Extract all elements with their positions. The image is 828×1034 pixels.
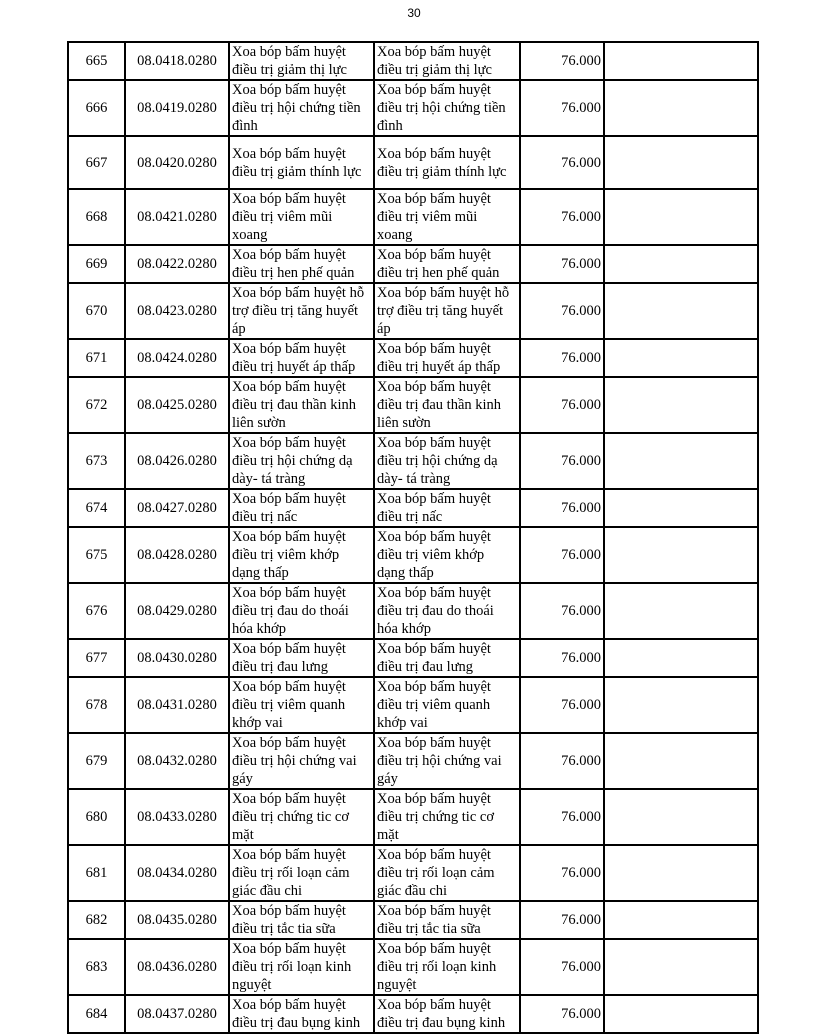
service-name: Xoa bóp bấm huyệt điều trị rối loạn kinh nguyệt	[229, 939, 374, 995]
service-code: 08.0432.0280	[125, 733, 229, 789]
service-note	[604, 995, 758, 1033]
service-price: 76.000	[520, 901, 604, 939]
service-note	[604, 245, 758, 283]
row-number: 680	[68, 789, 125, 845]
row-number: 669	[68, 245, 125, 283]
service-name-approved: Xoa bóp bấm huyệt điều trị rối loạn kinh nguyệt	[374, 939, 520, 995]
service-code: 08.0418.0280	[125, 42, 229, 80]
service-name: Xoa bóp bấm huyệt điều trị viêm khớp dạng thấp	[229, 527, 374, 583]
table-row	[68, 639, 758, 677]
table-row	[68, 583, 758, 639]
service-name: Xoa bóp bấm huyệt điều trị đau thần kinh liên sườn	[229, 377, 374, 433]
service-code: 08.0424.0280	[125, 339, 229, 377]
row-number: 670	[68, 283, 125, 339]
row-number: 684	[68, 995, 125, 1033]
row-number: 683	[68, 939, 125, 995]
service-code: 08.0437.0280	[125, 995, 229, 1033]
service-name-approved: Xoa bóp bấm huyệt điều trị huyết áp thấp	[374, 339, 520, 377]
service-name-approved: Xoa bóp bấm huyệt điều trị giảm thị lực	[374, 42, 520, 80]
service-price: 76.000	[520, 377, 604, 433]
table-row	[68, 245, 758, 283]
table-row	[68, 995, 758, 1033]
service-note	[604, 583, 758, 639]
service-code: 08.0421.0280	[125, 189, 229, 245]
service-name: Xoa bóp bấm huyệt điều trị hen phế quản	[229, 245, 374, 283]
service-name: Xoa bóp bấm huyệt điều trị hội chứng tiền đình	[229, 80, 374, 136]
service-name-approved: Xoa bóp bấm huyệt điều trị hội chứng tiền đình	[374, 80, 520, 136]
service-note	[604, 489, 758, 527]
service-note	[604, 339, 758, 377]
service-note	[604, 845, 758, 901]
row-number: 674	[68, 489, 125, 527]
table-row	[68, 939, 758, 995]
row-number: 678	[68, 677, 125, 733]
service-code: 08.0420.0280	[125, 136, 229, 189]
service-note	[604, 189, 758, 245]
service-name-approved: Xoa bóp bấm huyệt điều trị đau bụng kinh	[374, 995, 520, 1033]
service-price: 76.000	[520, 42, 604, 80]
service-code: 08.0426.0280	[125, 433, 229, 489]
table-row	[68, 136, 758, 189]
service-note	[604, 939, 758, 995]
service-name-approved: Xoa bóp bấm huyệt điều trị hen phế quản	[374, 245, 520, 283]
service-price: 76.000	[520, 845, 604, 901]
service-code: 08.0431.0280	[125, 677, 229, 733]
row-number: 666	[68, 80, 125, 136]
service-name: Xoa bóp bấm huyệt điều trị đau do thoái hóa khớp	[229, 583, 374, 639]
service-price: 76.000	[520, 733, 604, 789]
service-name-approved: Xoa bóp bấm huyệt điều trị viêm quanh khớp vai	[374, 677, 520, 733]
service-price: 76.000	[520, 283, 604, 339]
service-code: 08.0428.0280	[125, 527, 229, 583]
service-name-approved: Xoa bóp bấm huyệt điều trị viêm khớp dạng thấp	[374, 527, 520, 583]
service-name: Xoa bóp bấm huyệt điều trị đau bụng kinh	[229, 995, 374, 1033]
service-name: Xoa bóp bấm huyệt điều trị đau lưng	[229, 639, 374, 677]
service-note	[604, 283, 758, 339]
row-number: 668	[68, 189, 125, 245]
service-note	[604, 677, 758, 733]
service-price: 76.000	[520, 489, 604, 527]
service-price: 76.000	[520, 583, 604, 639]
service-price: 76.000	[520, 677, 604, 733]
table-row	[68, 845, 758, 901]
service-name: Xoa bóp bấm huyệt điều trị chứng tic cơ mặt	[229, 789, 374, 845]
table-row	[68, 677, 758, 733]
row-number: 667	[68, 136, 125, 189]
service-note	[604, 80, 758, 136]
table-row	[68, 433, 758, 489]
table-row	[68, 339, 758, 377]
service-name: Xoa bóp bấm huyệt điều trị giảm thính lực	[229, 136, 374, 189]
service-note	[604, 42, 758, 80]
service-note	[604, 377, 758, 433]
table-row	[68, 489, 758, 527]
table-row	[68, 527, 758, 583]
row-number: 672	[68, 377, 125, 433]
service-price: 76.000	[520, 189, 604, 245]
table-row	[68, 901, 758, 939]
service-name-approved: Xoa bóp bấm huyệt điều trị đau lưng	[374, 639, 520, 677]
service-name: Xoa bóp bấm huyệt điều trị huyết áp thấp	[229, 339, 374, 377]
table-row	[68, 189, 758, 245]
service-note	[604, 433, 758, 489]
service-code: 08.0434.0280	[125, 845, 229, 901]
service-name-approved: Xoa bóp bấm huyệt điều trị rối loạn cảm giác đầu chi	[374, 845, 520, 901]
service-price: 76.000	[520, 639, 604, 677]
service-note	[604, 136, 758, 189]
service-code: 08.0435.0280	[125, 901, 229, 939]
service-name-approved: Xoa bóp bấm huyệt điều trị tắc tia sữa	[374, 901, 520, 939]
service-price: 76.000	[520, 80, 604, 136]
service-name-approved: Xoa bóp bấm huyệt điều trị đau thần kinh liên sườn	[374, 377, 520, 433]
service-name-approved: Xoa bóp bấm huyệt điều trị hội chứng dạ dày- tá tràng	[374, 433, 520, 489]
page-number: 30	[407, 6, 421, 20]
service-code: 08.0430.0280	[125, 639, 229, 677]
service-name: Xoa bóp bấm huyệt điều trị viêm quanh khớp vai	[229, 677, 374, 733]
service-code: 08.0429.0280	[125, 583, 229, 639]
service-code: 08.0436.0280	[125, 939, 229, 995]
service-name-approved: Xoa bóp bấm huyệt điều trị nấc	[374, 489, 520, 527]
table-row	[68, 733, 758, 789]
service-name: Xoa bóp bấm huyệt điều trị giảm thị lực	[229, 42, 374, 80]
service-note	[604, 639, 758, 677]
service-note	[604, 733, 758, 789]
service-name: Xoa bóp bấm huyệt điều trị rối loạn cảm giác đầu chi	[229, 845, 374, 901]
service-price: 76.000	[520, 136, 604, 189]
service-code: 08.0422.0280	[125, 245, 229, 283]
service-price: 76.000	[520, 339, 604, 377]
service-name-approved: Xoa bóp bấm huyệt điều trị chứng tic cơ mặt	[374, 789, 520, 845]
row-number: 681	[68, 845, 125, 901]
service-name: Xoa bóp bấm huyệt điều trị hội chứng dạ dày- tá tràng	[229, 433, 374, 489]
service-name-approved: Xoa bóp bấm huyệt điều trị giảm thính lực	[374, 136, 520, 189]
row-number: 676	[68, 583, 125, 639]
service-code: 08.0425.0280	[125, 377, 229, 433]
service-price: 76.000	[520, 527, 604, 583]
service-price: 76.000	[520, 245, 604, 283]
service-price: 76.000	[520, 995, 604, 1033]
service-price: 76.000	[520, 789, 604, 845]
service-code: 08.0423.0280	[125, 283, 229, 339]
service-note	[604, 901, 758, 939]
service-name: Xoa bóp bấm huyệt điều trị tắc tia sữa	[229, 901, 374, 939]
table-row	[68, 283, 758, 339]
service-price: 76.000	[520, 433, 604, 489]
service-code: 08.0427.0280	[125, 489, 229, 527]
table-row	[68, 42, 758, 80]
service-name: Xoa bóp bấm huyệt điều trị hội chứng vai gáy	[229, 733, 374, 789]
price-table	[67, 41, 759, 1034]
service-name-approved: Xoa bóp bấm huyệt điều trị đau do thoái hóa khớp	[374, 583, 520, 639]
service-price: 76.000	[520, 939, 604, 995]
row-number: 675	[68, 527, 125, 583]
service-name-approved: Xoa bóp bấm huyệt điều trị viêm mũi xoang	[374, 189, 520, 245]
service-note	[604, 527, 758, 583]
row-number: 673	[68, 433, 125, 489]
row-number: 679	[68, 733, 125, 789]
service-name: Xoa bóp bấm huyệt điều trị viêm mũi xoang	[229, 189, 374, 245]
row-number: 665	[68, 42, 125, 80]
service-name-approved: Xoa bóp bấm huyệt hỗ trợ điều trị tăng huyết áp	[374, 283, 520, 339]
row-number: 682	[68, 901, 125, 939]
table-row	[68, 377, 758, 433]
row-number: 671	[68, 339, 125, 377]
row-number: 677	[68, 639, 125, 677]
service-code: 08.0419.0280	[125, 80, 229, 136]
table-row	[68, 80, 758, 136]
service-code: 08.0433.0280	[125, 789, 229, 845]
service-name: Xoa bóp bấm huyệt điều trị nấc	[229, 489, 374, 527]
table-row	[68, 789, 758, 845]
service-note	[604, 789, 758, 845]
service-name: Xoa bóp bấm huyệt hỗ trợ điều trị tăng huyết áp	[229, 283, 374, 339]
service-name-approved: Xoa bóp bấm huyệt điều trị hội chứng vai gáy	[374, 733, 520, 789]
